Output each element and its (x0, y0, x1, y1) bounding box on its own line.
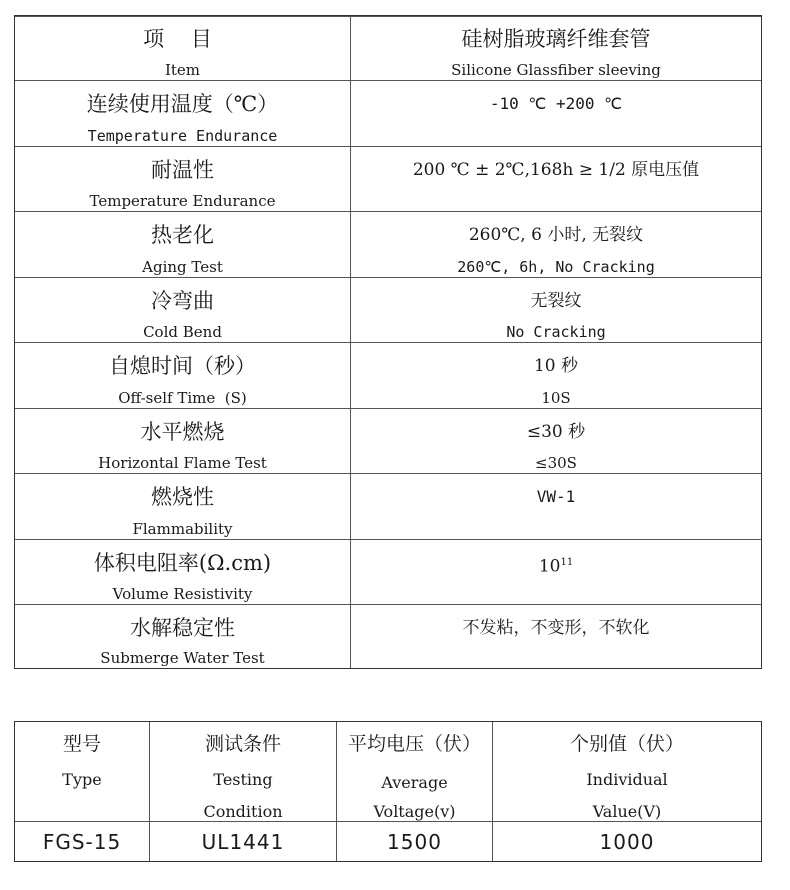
value-en: No Cracking (506, 323, 606, 341)
property-en: Volume Resistivity (112, 585, 253, 603)
value-zh: 无裂纹 (530, 291, 582, 311)
property-en: Off-self Time (S) (118, 389, 247, 407)
property-zh: 连续使用温度（℃） (86, 92, 279, 116)
value-cell (351, 278, 761, 342)
value-zh: 不发粘，不变形，不软化 (462, 618, 650, 638)
header-en-line2: Value(V) (592, 802, 662, 821)
table-row (15, 408, 761, 473)
table-row (15, 539, 761, 604)
header-zh: 型号 (62, 733, 101, 755)
value-cell (351, 409, 761, 473)
property-en: Cold Bend (143, 323, 222, 341)
table-header-row (15, 16, 761, 80)
header-product-zh: 硅树脂玻璃纤维套管 (461, 27, 651, 51)
table-row (15, 80, 761, 146)
condition-value: UL1441 (201, 830, 285, 854)
property-en: Horizontal Flame Test (98, 454, 267, 472)
property-en: Submerge Water Test (100, 649, 265, 667)
property-zh: 水平燃烧 (140, 420, 225, 444)
value-zh (351, 552, 761, 578)
property-cell (15, 605, 350, 668)
header-item-en: Item (164, 61, 201, 79)
header-en-line2: Voltage(v) (373, 802, 456, 821)
header-average-cell (337, 722, 492, 821)
value-en: 10S (541, 389, 571, 407)
value-zh: VW-1 (536, 487, 576, 506)
property-zh: 燃烧性 (151, 485, 214, 509)
property-cell (15, 474, 350, 539)
header-en: Individual (586, 770, 668, 789)
property-cell (15, 212, 350, 277)
table-row (15, 211, 761, 277)
property-cell (15, 147, 350, 211)
property-cell (15, 409, 350, 473)
header-zh: 个别值（伏） (569, 733, 684, 755)
header-en: Type (62, 770, 102, 789)
property-zh: 冷弯曲 (151, 289, 214, 313)
property-cell (15, 81, 350, 146)
value-cell (351, 212, 761, 277)
header-product-en: Silicone Glassfiber sleeving (451, 61, 661, 79)
value-en: ≤30S (535, 454, 577, 472)
value-en: 260℃, 6h, No Cracking (457, 258, 655, 276)
property-en: Flammability (132, 520, 233, 538)
header-individual-cell (493, 722, 761, 821)
value-cell (351, 605, 761, 668)
property-cell (15, 343, 350, 408)
value-zh: 200 ℃ ± 2℃,168h ≥ 1/2 原电压值 (412, 160, 700, 180)
header-zh: 测试条件 (204, 733, 281, 755)
value-cell (351, 474, 761, 539)
property-en: Temperature Endurance (87, 127, 278, 145)
property-cell (15, 278, 350, 342)
individual-value: 1000 (599, 830, 655, 854)
header-item-zh: 项 目 (143, 27, 222, 51)
property-zh: 耐温性 (151, 158, 214, 182)
voltage-table (14, 721, 762, 862)
spec-table (14, 15, 762, 669)
resistivity-base: 10 (538, 556, 561, 577)
table-row (15, 342, 761, 408)
table-row (15, 473, 761, 539)
header-item-cell (15, 17, 350, 80)
table-row (15, 604, 761, 668)
header-product-cell (351, 17, 761, 80)
table-row (15, 146, 761, 211)
property-zh: 自熄时间（秒） (109, 354, 256, 378)
value-cell (351, 81, 761, 146)
average-voltage-value: 1500 (387, 830, 442, 854)
header-zh: 平均电压（伏） (347, 733, 481, 755)
type-value: FGS-15 (42, 830, 122, 854)
header-en: Testing (213, 770, 273, 789)
value-zh: 260℃, 6 小时, 无裂纹 (468, 225, 644, 245)
header-en: Average (381, 773, 448, 792)
value-cell (351, 540, 761, 604)
property-zh: 水解稳定性 (130, 616, 235, 640)
property-zh: 热老化 (151, 223, 214, 247)
property-zh: 体积电阻率(Ω.cm) (93, 551, 272, 575)
header-condition-cell (150, 722, 336, 821)
value-cell (351, 343, 761, 408)
property-cell (15, 540, 350, 604)
value-zh: -10 ℃ +200 ℃ (489, 94, 623, 113)
table-row (15, 277, 761, 342)
value-zh: ≤30 秒 (526, 422, 586, 442)
header-en-line2: Condition (203, 802, 283, 821)
property-en: Temperature Endurance (89, 192, 276, 210)
resistivity-exponent: 11 (560, 557, 574, 568)
value-zh: 10 秒 (533, 356, 579, 376)
header-type-cell (15, 722, 149, 821)
value-cell (351, 147, 761, 211)
property-en: Aging Test (142, 258, 223, 276)
